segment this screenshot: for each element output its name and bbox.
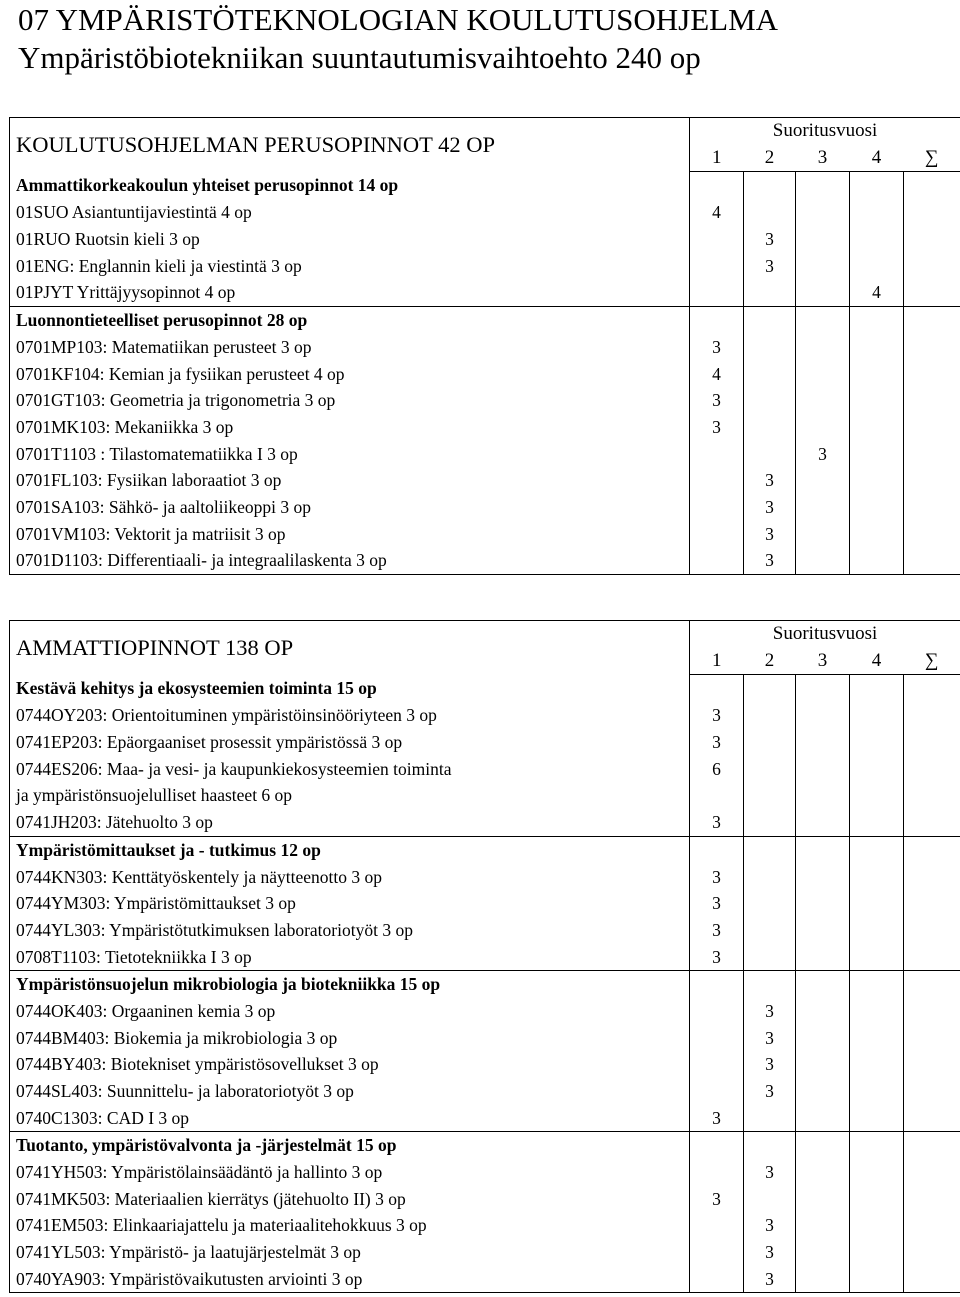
year-2-column-header: 2 — [744, 145, 796, 172]
course-name: 0701MK103: Mekaniikka 3 op — [10, 414, 690, 441]
credit-year-3: 3 — [796, 440, 850, 467]
credit-year-4 — [850, 943, 904, 970]
credit-year-1 — [690, 1239, 744, 1266]
course-name: 0744BY403: Biotekniset ympäristösovellukset 3 op — [10, 1051, 690, 1078]
credit-year-2 — [744, 917, 796, 944]
credit-year-3 — [796, 729, 850, 756]
credit-year-1 — [690, 1212, 744, 1239]
credit-sum — [904, 917, 960, 944]
credit-year-1 — [690, 172, 744, 199]
credit-year-2 — [744, 675, 796, 702]
credit-year-3 — [796, 1132, 850, 1159]
credit-year-3 — [796, 970, 850, 997]
course-name: 0701D1103: Differentiaali- ja integraalilaskenta 3 op — [10, 547, 690, 574]
year-1-column-header: 1 — [690, 145, 744, 172]
course-name: 0744OY203: Orientoituminen ympäristöinsinööriyteen 3 op — [10, 702, 690, 729]
credit-year-4 — [850, 1104, 904, 1131]
credit-year-2: 3 — [744, 1024, 796, 1051]
course-name: 0741YL503: Ympäristö- ja laatujärjestelmät 3 op — [10, 1239, 690, 1266]
credit-year-1 — [690, 1159, 744, 1186]
credit-year-2: 3 — [744, 1266, 796, 1293]
credit-year-2: 3 — [744, 226, 796, 253]
credit-year-4 — [850, 1266, 904, 1293]
credit-year-2 — [744, 943, 796, 970]
credit-sum — [904, 1024, 960, 1051]
credit-year-1: 3 — [690, 943, 744, 970]
credit-year-2 — [744, 172, 796, 199]
credit-year-3 — [796, 890, 850, 917]
credit-year-2: 3 — [744, 1078, 796, 1105]
credit-year-3 — [796, 675, 850, 702]
credit-year-3 — [796, 1078, 850, 1105]
course-name: 0701MP103: Matematiikan perusteet 3 op — [10, 334, 690, 361]
credit-year-3 — [796, 1212, 850, 1239]
course-name: 0701VM103: Vektorit ja matriisit 3 op — [10, 520, 690, 547]
module-heading: Ympäristönsuojelun mikrobiologia ja biotekniikka 15 op — [10, 970, 690, 997]
basic-studies-table — [9, 117, 960, 575]
credit-sum — [904, 520, 960, 547]
credit-year-4 — [850, 702, 904, 729]
suoritusvuosi-header: Suoritusvuosi — [690, 118, 960, 145]
credit-year-3 — [796, 1104, 850, 1131]
credit-sum — [904, 494, 960, 521]
credit-sum — [904, 387, 960, 414]
credit-year-4 — [850, 1132, 904, 1159]
credit-year-4 — [850, 440, 904, 467]
credit-sum — [904, 1159, 960, 1186]
credit-sum — [904, 199, 960, 226]
credit-year-2: 3 — [744, 547, 796, 574]
credit-year-3 — [796, 360, 850, 387]
credit-sum — [904, 360, 960, 387]
credit-sum — [904, 1051, 960, 1078]
course-name: 0741MK503: Materiaalien kierrätys (jätehuolto II) 3 op — [10, 1185, 690, 1212]
credit-year-1: 4 — [690, 360, 744, 387]
credit-year-1: 6 — [690, 755, 744, 782]
credit-sum — [904, 226, 960, 253]
credit-sum — [904, 1212, 960, 1239]
credit-year-4 — [850, 199, 904, 226]
credit-year-3 — [796, 467, 850, 494]
professional-studies-table — [9, 620, 960, 1293]
credit-year-4 — [850, 520, 904, 547]
credit-year-1: 3 — [690, 334, 744, 361]
credit-year-4 — [850, 172, 904, 199]
credit-year-4 — [850, 1024, 904, 1051]
credit-year-3 — [796, 836, 850, 863]
credit-sum — [904, 1239, 960, 1266]
credit-year-1 — [690, 306, 744, 333]
credit-year-2 — [744, 440, 796, 467]
credit-year-3 — [796, 809, 850, 836]
credit-year-2 — [744, 809, 796, 836]
credit-year-1 — [690, 440, 744, 467]
section-heading: KOULUTUSOHJELMAN PERUSOPINNOT 42 OP — [10, 118, 690, 172]
credit-sum — [904, 1132, 960, 1159]
credit-year-1 — [690, 675, 744, 702]
credit-year-1 — [690, 494, 744, 521]
year-3-column-header: 3 — [796, 648, 850, 675]
credit-year-1 — [690, 252, 744, 279]
credit-year-2: 3 — [744, 494, 796, 521]
credit-year-1: 3 — [690, 1104, 744, 1131]
credit-year-4 — [850, 809, 904, 836]
credit-year-2 — [744, 306, 796, 333]
credit-year-2: 3 — [744, 1051, 796, 1078]
credit-year-4 — [850, 970, 904, 997]
credit-year-3 — [796, 702, 850, 729]
credit-year-3 — [796, 279, 850, 306]
credit-year-3 — [796, 863, 850, 890]
credit-year-1 — [690, 226, 744, 253]
course-name: 0744KN303: Kenttätyöskentely ja näytteenotto 3 op — [10, 863, 690, 890]
credit-year-3 — [796, 755, 850, 782]
year-1-column-header: 1 — [690, 648, 744, 675]
credit-sum — [904, 1266, 960, 1293]
credit-year-4 — [850, 1051, 904, 1078]
course-name: 01PJYT Yrittäjyysopinnot 4 op — [10, 279, 690, 306]
course-name: 0740YA903: Ympäristövaikutusten arviointi 3 op — [10, 1266, 690, 1293]
sum-column-header: ∑ — [904, 648, 960, 675]
credit-year-2: 3 — [744, 252, 796, 279]
credit-sum — [904, 809, 960, 836]
course-name: 0744SL403: Suunnittelu- ja laboratoriotyöt 3 op — [10, 1078, 690, 1105]
credit-year-4 — [850, 1185, 904, 1212]
credit-year-3 — [796, 1024, 850, 1051]
credit-year-4 — [850, 1212, 904, 1239]
credit-sum — [904, 414, 960, 441]
credit-sum — [904, 729, 960, 756]
course-name: 0701FL103: Fysiikan laboraatiot 3 op — [10, 467, 690, 494]
credit-year-4 — [850, 1159, 904, 1186]
credit-year-3 — [796, 998, 850, 1025]
credit-year-4 — [850, 1239, 904, 1266]
credit-year-4 — [850, 755, 904, 782]
credit-year-3 — [796, 1185, 850, 1212]
year-4-column-header: 4 — [850, 145, 904, 172]
course-name: 0701KF104: Kemian ja fysiikan perusteet 4 op — [10, 360, 690, 387]
credit-sum — [904, 467, 960, 494]
credit-year-1 — [690, 970, 744, 997]
credit-year-2 — [744, 970, 796, 997]
page-subtitle: Ympäristöbiotekniikan suuntautumisvaihtoehto 240 op — [18, 40, 701, 75]
credit-year-2 — [744, 836, 796, 863]
credit-year-2 — [744, 782, 796, 809]
credit-year-4 — [850, 334, 904, 361]
credit-sum — [904, 279, 960, 306]
credit-year-3 — [796, 917, 850, 944]
credit-year-4 — [850, 306, 904, 333]
credit-year-3 — [796, 520, 850, 547]
credit-year-4 — [850, 360, 904, 387]
credit-year-2 — [744, 1185, 796, 1212]
credit-year-1: 3 — [690, 809, 744, 836]
year-2-column-header: 2 — [744, 648, 796, 675]
credit-year-3 — [796, 547, 850, 574]
course-name: 0741EM503: Elinkaariajattelu ja materiaalitehokkuus 3 op — [10, 1212, 690, 1239]
credit-year-1 — [690, 279, 744, 306]
credit-year-1 — [690, 782, 744, 809]
course-name: ja ympäristönsuojelulliset haasteet 6 op — [10, 782, 690, 809]
year-3-column-header: 3 — [796, 145, 850, 172]
credit-year-1 — [690, 467, 744, 494]
course-name: 0744YM303: Ympäristömittaukset 3 op — [10, 890, 690, 917]
credit-year-2 — [744, 414, 796, 441]
page-title: 07 YMPÄRISTÖTEKNOLOGIAN KOULUTUSOHJELMA — [18, 2, 779, 37]
module-heading: Ympäristömittaukset ja - tutkimus 12 op — [10, 836, 690, 863]
credit-sum — [904, 440, 960, 467]
credit-year-4 — [850, 890, 904, 917]
credit-sum — [904, 998, 960, 1025]
credit-year-4 — [850, 729, 904, 756]
credit-sum — [904, 334, 960, 361]
credit-year-1 — [690, 1132, 744, 1159]
credit-year-1 — [690, 1024, 744, 1051]
credit-year-2: 3 — [744, 1159, 796, 1186]
credit-year-3 — [796, 1239, 850, 1266]
sum-column-header: ∑ — [904, 145, 960, 172]
credit-year-4 — [850, 675, 904, 702]
credit-year-3 — [796, 306, 850, 333]
credit-year-3 — [796, 782, 850, 809]
course-name: 0744ES206: Maa- ja vesi- ja kaupunkiekosysteemien toiminta — [10, 755, 690, 782]
credit-year-1: 3 — [690, 863, 744, 890]
credit-year-3 — [796, 334, 850, 361]
credit-year-3 — [796, 252, 850, 279]
credit-sum — [904, 1104, 960, 1131]
credit-year-1: 3 — [690, 414, 744, 441]
credit-year-3 — [796, 226, 850, 253]
credit-year-2: 3 — [744, 1212, 796, 1239]
credit-year-4 — [850, 998, 904, 1025]
credit-year-3 — [796, 1159, 850, 1186]
credit-sum — [904, 943, 960, 970]
credit-sum — [904, 702, 960, 729]
credit-year-4 — [850, 917, 904, 944]
credit-year-1 — [690, 547, 744, 574]
credit-year-4: 4 — [850, 279, 904, 306]
credit-year-1 — [690, 1266, 744, 1293]
course-name: 01RUO Ruotsin kieli 3 op — [10, 226, 690, 253]
credit-year-3 — [796, 943, 850, 970]
credit-year-1 — [690, 998, 744, 1025]
credit-year-2 — [744, 729, 796, 756]
credit-sum — [904, 890, 960, 917]
credit-year-1: 4 — [690, 199, 744, 226]
course-name: 0741JH203: Jätehuolto 3 op — [10, 809, 690, 836]
credit-sum — [904, 252, 960, 279]
year-4-column-header: 4 — [850, 648, 904, 675]
module-heading: Tuotanto, ympäristövalvonta ja -järjestelmät 15 op — [10, 1132, 690, 1159]
credit-year-3 — [796, 199, 850, 226]
credit-sum — [904, 755, 960, 782]
credit-year-4 — [850, 494, 904, 521]
credit-sum — [904, 172, 960, 199]
credit-sum — [904, 1078, 960, 1105]
credit-sum — [904, 306, 960, 333]
course-name: 01ENG: Englannin kieli ja viestintä 3 op — [10, 252, 690, 279]
module-heading: Ammattikorkeakoulun yhteiset perusopinnot 14 op — [10, 172, 690, 199]
credit-year-4 — [850, 226, 904, 253]
course-name: 0708T1103: Tietotekniikka I 3 op — [10, 943, 690, 970]
credit-sum — [904, 547, 960, 574]
credit-year-1 — [690, 836, 744, 863]
credit-year-4 — [850, 467, 904, 494]
credit-year-2 — [744, 1132, 796, 1159]
credit-year-3 — [796, 494, 850, 521]
credit-year-2 — [744, 755, 796, 782]
credit-year-2 — [744, 387, 796, 414]
credit-sum — [904, 970, 960, 997]
credit-year-3 — [796, 1051, 850, 1078]
credit-year-2 — [744, 334, 796, 361]
course-name: 01SUO Asiantuntijaviestintä 4 op — [10, 199, 690, 226]
credit-year-1 — [690, 520, 744, 547]
course-name: 0741YH503: Ympäristölainsäädäntö ja hallinto 3 op — [10, 1159, 690, 1186]
credit-year-2 — [744, 702, 796, 729]
credit-year-3 — [796, 172, 850, 199]
credit-year-4 — [850, 782, 904, 809]
credit-year-3 — [796, 387, 850, 414]
credit-year-3 — [796, 414, 850, 441]
credit-year-4 — [850, 1078, 904, 1105]
course-name: 0744OK403: Orgaaninen kemia 3 op — [10, 998, 690, 1025]
section-heading: AMMATTIOPINNOT 138 OP — [10, 621, 690, 675]
course-name: 0744BM403: Biokemia ja mikrobiologia 3 op — [10, 1024, 690, 1051]
credit-year-1: 3 — [690, 729, 744, 756]
credit-sum — [904, 1185, 960, 1212]
credit-year-4 — [850, 387, 904, 414]
credit-year-4 — [850, 836, 904, 863]
credit-year-4 — [850, 547, 904, 574]
credit-year-2 — [744, 863, 796, 890]
credit-year-2 — [744, 360, 796, 387]
credit-year-4 — [850, 863, 904, 890]
credit-year-1: 3 — [690, 387, 744, 414]
credit-year-1 — [690, 1078, 744, 1105]
credit-year-2: 3 — [744, 520, 796, 547]
credit-sum — [904, 836, 960, 863]
course-name: 0701T1103 : Tilastomatematiikka I 3 op — [10, 440, 690, 467]
credit-year-1: 3 — [690, 1185, 744, 1212]
course-name: 0701GT103: Geometria ja trigonometria 3 op — [10, 387, 690, 414]
credit-year-1: 3 — [690, 917, 744, 944]
credit-year-2 — [744, 199, 796, 226]
credit-sum — [904, 782, 960, 809]
credit-sum — [904, 675, 960, 702]
credit-year-2 — [744, 890, 796, 917]
credit-sum — [904, 863, 960, 890]
course-name: 0740C1303: CAD I 3 op — [10, 1104, 690, 1131]
credit-year-2: 3 — [744, 467, 796, 494]
credit-year-4 — [850, 414, 904, 441]
course-name: 0744YL303: Ympäristötutkimuksen laboratoriotyöt 3 op — [10, 917, 690, 944]
suoritusvuosi-header: Suoritusvuosi — [690, 621, 960, 648]
credit-year-4 — [850, 252, 904, 279]
credit-year-2: 3 — [744, 998, 796, 1025]
credit-year-1: 3 — [690, 890, 744, 917]
module-heading: Kestävä kehitys ja ekosysteemien toiminta 15 op — [10, 675, 690, 702]
credit-year-2 — [744, 1104, 796, 1131]
course-name: 0741EP203: Epäorgaaniset prosessit ympäristössä 3 op — [10, 729, 690, 756]
module-heading: Luonnontieteelliset perusopinnot 28 op — [10, 306, 690, 333]
credit-year-2: 3 — [744, 1239, 796, 1266]
credit-year-3 — [796, 1266, 850, 1293]
credit-year-1: 3 — [690, 702, 744, 729]
credit-year-1 — [690, 1051, 744, 1078]
course-name: 0701SA103: Sähkö- ja aaltoliikeoppi 3 op — [10, 494, 690, 521]
credit-year-2 — [744, 279, 796, 306]
